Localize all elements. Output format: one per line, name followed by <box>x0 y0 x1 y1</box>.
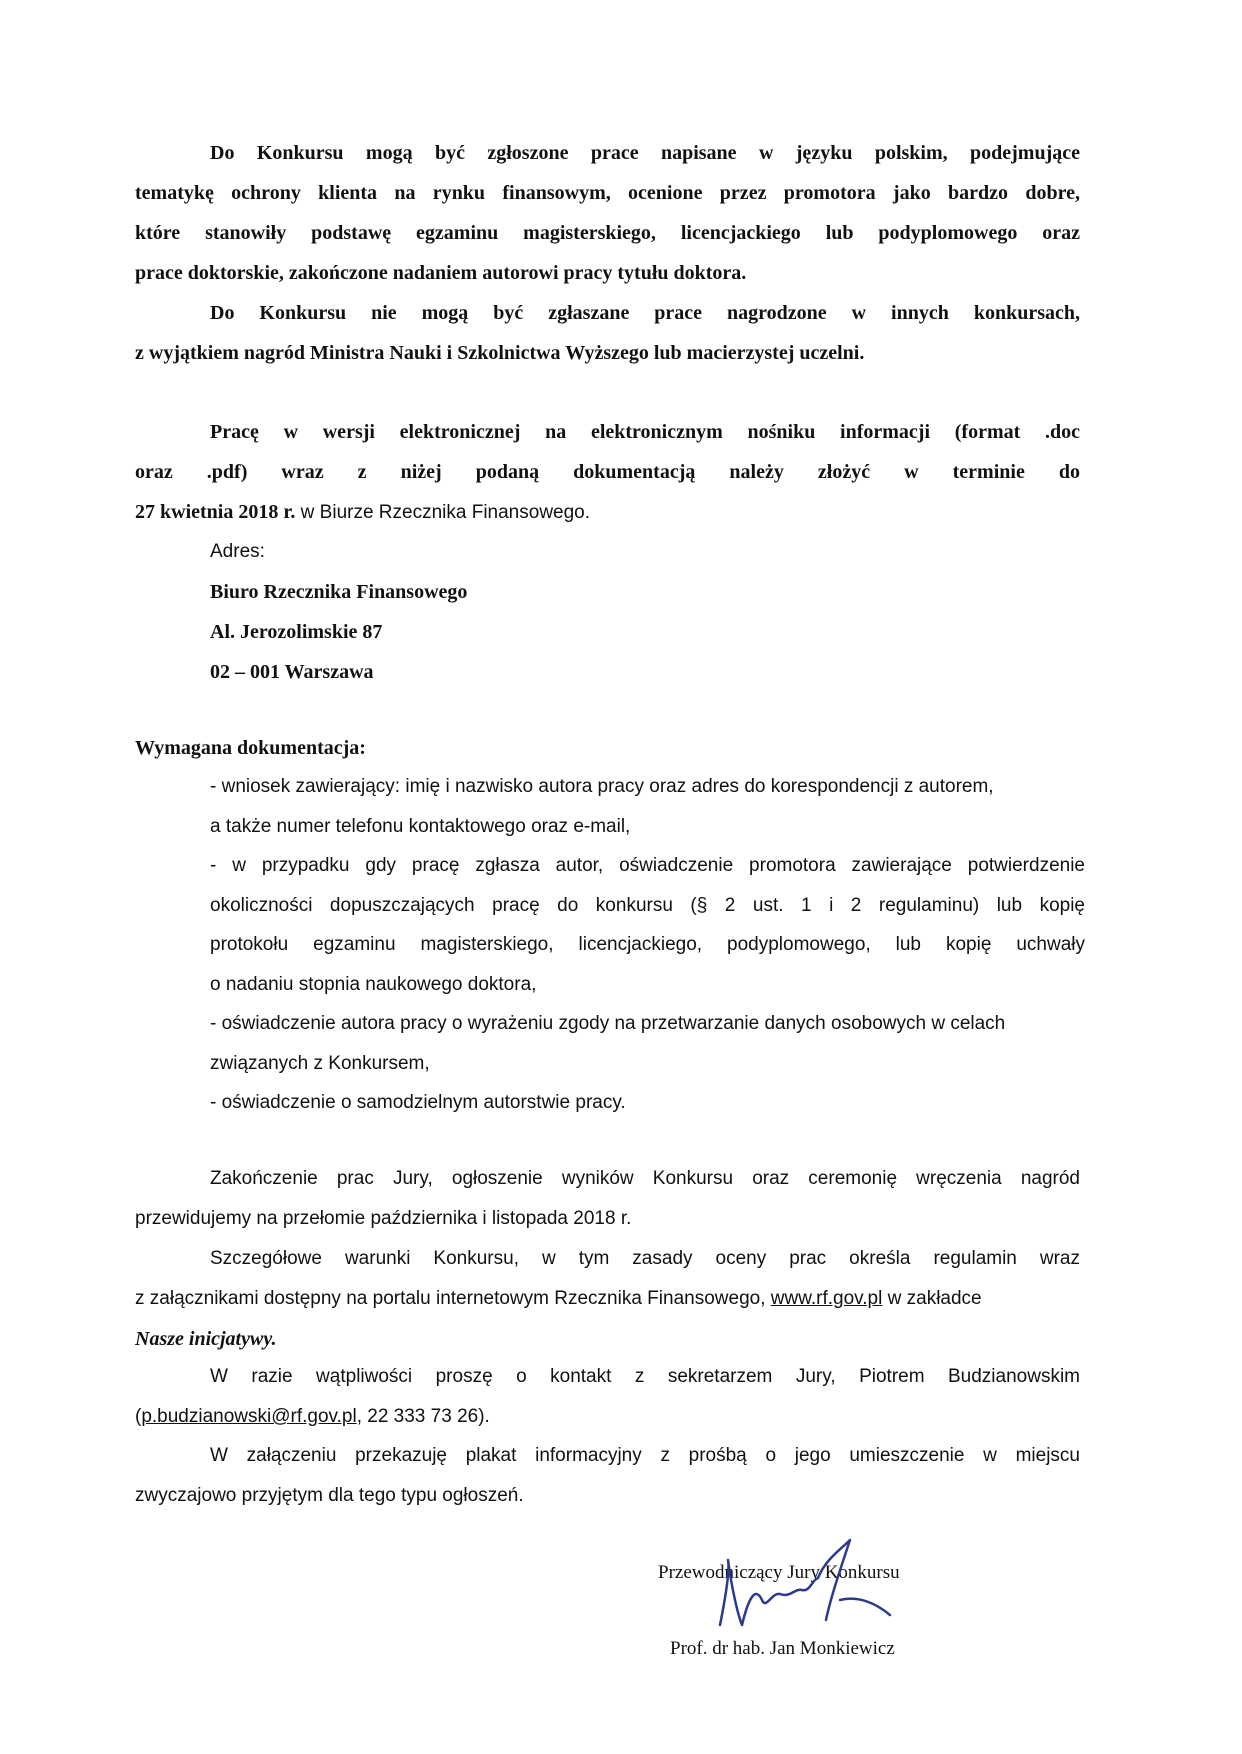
text-fragment: w zakładce <box>882 1288 982 1309</box>
deadline-place: w Biurze Rzecznika Finansowego. <box>295 502 591 523</box>
list-item: protokołu egzaminu magisterskiego, licencjackiego, podyplomowego, lub kopię uchwały <box>210 934 1085 955</box>
text-line: zwyczajowo przyjętym dla tego typu ogłoszeń. <box>135 1485 524 1506</box>
list-item: a także numer telefonu kontaktowego oraz e-mail, <box>210 815 631 837</box>
email-link[interactable]: p.budzianowski@rf.gov.pl <box>141 1406 357 1427</box>
text-line: przewidujemy na przełomie października i listopada 2018 r. <box>135 1208 632 1229</box>
paragraph-exclusions <box>135 293 1080 373</box>
text-line <box>135 1319 1080 1360</box>
paragraph-submission <box>135 412 1080 533</box>
deadline-date: 27 kwietnia 2018 r. <box>135 501 296 523</box>
text-line: Do Konkursu mogą być zgłoszone prace napisane w języku polskim, podejmujące <box>210 142 1080 164</box>
documents-list <box>210 767 1085 1123</box>
paragraph-conditions <box>135 1239 1080 1360</box>
list-item: związanych z Konkursem, <box>210 1052 430 1074</box>
paragraph-eligibility <box>135 133 1080 293</box>
text-line <box>135 492 1080 533</box>
address-name: Biuro Rzecznika Finansowego <box>210 581 468 603</box>
text-line <box>135 1279 1080 1319</box>
documents-heading: Wymagana dokumentacja: <box>135 737 366 759</box>
list-item: - wniosek zawierający: imię i nazwisko autora pracy oraz adres do korespondencji z autorem, <box>210 776 994 797</box>
address-street: Al. Jerozolimskie 87 <box>210 621 383 643</box>
signature-title: Przewodniczący Jury Konkursu <box>658 1562 900 1583</box>
signatory-name: Prof. dr hab. Jan Monkiewicz <box>670 1638 895 1659</box>
text-fragment: , 22 333 73 26). <box>356 1406 490 1427</box>
paragraph-results <box>135 1159 1080 1239</box>
text-line: prace doktorskie, zakończone nadaniem autorowi pracy tytułu doktora. <box>135 262 747 284</box>
text-line: Zakończenie prac Jury, ogłoszenie wyników Konkursu oraz ceremonię wręczenia nagród <box>210 1168 1080 1189</box>
address-label: Adres: <box>210 541 265 562</box>
paragraph-contact <box>135 1357 1080 1437</box>
list-item: okoliczności dopuszczających pracę do konkursu (§ 2 ust. 1 i 2 regulaminu) lub kopię <box>210 894 1085 916</box>
text-line: W razie wątpliwości proszę o kontakt z sekretarzem Jury, Piotrem Budzianowskim <box>210 1366 1080 1387</box>
handwritten-signature <box>700 1530 900 1650</box>
text-line: które stanowiły podstawę egzaminu magisterskiego, licencjackiego lub podyplomowego oraz <box>135 222 1080 244</box>
text-fragment: ( <box>135 1406 142 1427</box>
list-item: o nadaniu stopnia naukowego doktora, <box>210 973 537 995</box>
list-item: - oświadczenie o samodzielnym autorstwie pracy. <box>210 1092 626 1113</box>
text-line: z wyjątkiem nagród Ministra Nauki i Szkolnictwa Wyższego lub macierzystej uczelni. <box>135 342 865 364</box>
section-name: Nasze inicjatywy. <box>135 1328 277 1350</box>
list-item: - w przypadku gdy pracę zgłasza autor, oświadczenie promotora zawierające potwierdzenie <box>210 855 1085 876</box>
paragraph-poster <box>135 1436 1080 1516</box>
text-line: Do Konkursu nie mogą być zgłaszane prace nagrodzone w innych konkursach, <box>210 302 1080 324</box>
address-city: 02 – 001 Warszawa <box>210 661 374 683</box>
text-line: Pracę w wersji elektronicznej na elektronicznym nośniku informacji (format .doc <box>210 421 1080 443</box>
text-fragment: z załącznikami dostępny na portalu internetowym Rzecznika Finansowego, <box>135 1288 771 1309</box>
text-line: tematykę ochrony klienta na rynku finansowym, ocenione przez promotora jako bardzo dobre, <box>135 182 1080 204</box>
text-line: oraz .pdf) wraz z niżej podaną dokumentacją należy złożyć w terminie do <box>135 461 1080 483</box>
text-line: Szczegółowe warunki Konkursu, w tym zasady oceny prac określa regulamin wraz <box>210 1248 1080 1269</box>
text-line <box>135 1397 1080 1437</box>
list-item: - oświadczenie autora pracy o wyrażeniu zgody na przetwarzanie danych osobowych w celach <box>210 1013 1006 1034</box>
website-link[interactable]: www.rf.gov.pl <box>770 1288 883 1309</box>
text-line: W załączeniu przekazuję plakat informacyjny z prośbą o jego umieszczenie w miejscu <box>210 1445 1080 1466</box>
